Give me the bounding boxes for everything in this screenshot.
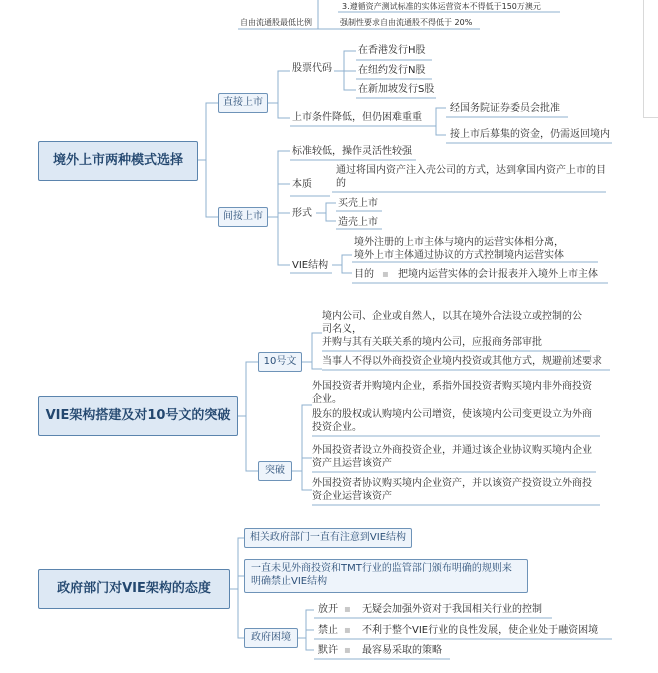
code-h: 在香港发行H股 — [358, 45, 426, 56]
purpose-text: 把境内运营实体的会计报表并入境外上市主体 — [398, 269, 598, 280]
section-title-overseas-listing: 境外上市两种模式选择 — [38, 141, 198, 181]
section-title-government-attitude: 政府部门对VIE架构的态度 — [38, 569, 230, 609]
breakthrough-item-2: 外国投资者设立外商投资企业，并通过该企业协议购买境内企业资产且运营该资产 — [312, 445, 592, 469]
code-s: 在新加坡发行S股 — [358, 84, 435, 95]
stock-code-label: 股票代码 — [292, 63, 332, 74]
essence-text: 通过将国内资产注入壳公司的方式，达到拿国内资产上市的目的 — [336, 165, 606, 189]
node-gov-dilemma: 政府困境 — [244, 628, 298, 648]
dilemma-key-tacit: 默许 — [318, 645, 338, 656]
node-breakthrough: 突破 — [258, 461, 292, 481]
node-doc-10: 10号文 — [258, 352, 302, 372]
form-build-shell: 造壳上市 — [338, 217, 378, 228]
dilemma-value-open: 无疑会加强外资对于我国相关行业的控制 — [362, 604, 542, 615]
doc10-item-1b: 并购与其有关联关系的境内公司，应报商务部审批 — [322, 337, 542, 348]
purpose-label: 目的 — [354, 269, 374, 280]
separator-dot: ▪ — [382, 269, 389, 280]
separator-dot: ▪ — [344, 604, 351, 615]
dilemma-value-tacit: 最容易采取的策略 — [362, 645, 442, 656]
side-panel-edge — [643, 0, 658, 118]
node-direct-listing: 直接上市 — [218, 93, 268, 113]
separator-dot: ▪ — [344, 645, 351, 656]
vie-text-1: 境外注册的上市主体与境内的运营实体相分离， — [354, 237, 564, 248]
node-gov-aware: 相关政府部门一直有注意到VIE结构 — [244, 528, 412, 548]
vie-text-2: 境外上市主体通过协议的方式控制境内运营实体 — [354, 250, 564, 261]
separator-dot: ▪ — [344, 625, 351, 636]
node-indirect-listing: 间接上市 — [218, 207, 268, 227]
breakthrough-item-1: 外国投资者并购境内企业，系指外国投资者购买境内非外商投资企业。 — [312, 381, 592, 405]
breakthrough-item-3: 外国投资者协议购买境内企业资产，并以该资产投资设立外商投资企业运营该资产 — [312, 478, 592, 502]
condition-item-1: 经国务院证券委员会批准 — [450, 103, 560, 114]
essence-label: 本质 — [292, 179, 312, 190]
condition-item-2: 接上市后募集的资金，仍需返回境内 — [450, 129, 610, 140]
form-buy-shell: 买壳上市 — [338, 198, 378, 209]
form-label: 形式 — [292, 208, 312, 219]
condition-label: 上市条件降低，但仍困难重重 — [292, 112, 422, 123]
vie-label: VIE结构 — [292, 260, 329, 271]
code-n: 在纽约发行N股 — [358, 65, 426, 76]
float-value: 强制性要求自由流通股不得低于 20% — [340, 18, 473, 27]
breakthrough-item-1b: 股东的股权或认购境内公司增资，使该境内公司变更设立为外商投资企业。 — [312, 409, 592, 433]
standard-text: 标准较低，操作灵活性较强 — [292, 146, 412, 157]
doc10-item-2: 当事人不得以外商投资企业境内投资或其他方式，规避前述要求 — [322, 356, 602, 367]
node-no-rules: 一直未见外商投资和TMT行业的监管部门颁布明确的规则来明确禁止VIE结构 — [244, 559, 528, 593]
dilemma-key-ban: 禁止 — [318, 625, 338, 636]
dilemma-value-ban: 不利于整个VIE行业的良性发展，使企业处于融资困境 — [362, 625, 599, 636]
float-label: 自由流通股最低比例 — [240, 18, 312, 27]
dilemma-key-open: 放开 — [318, 604, 338, 615]
section-title-vie-structure: VIE架构搭建及对10号文的突破 — [38, 396, 238, 436]
doc10-item-1: 境内公司、企业或自然人，以其在境外合法设立或控制的公司名义， — [322, 311, 582, 335]
top-line3: 3.遵循资产测试标准的实体运营资本不得低于150万澳元 — [342, 2, 541, 11]
